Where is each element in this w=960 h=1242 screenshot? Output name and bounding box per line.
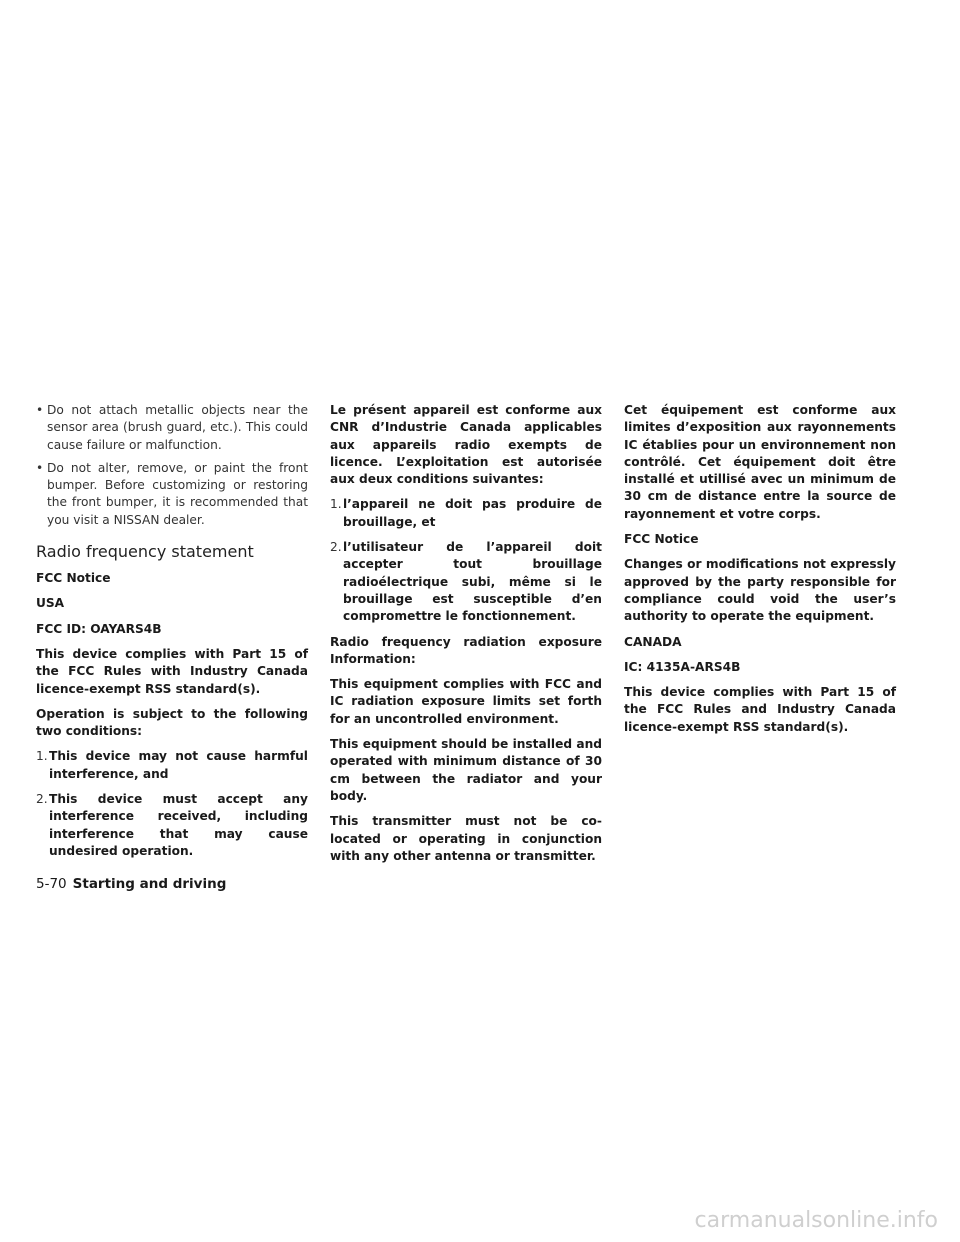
section-title: Starting and driving [72,876,227,892]
ic-id: IC: 4135A-ARS4B [624,659,741,674]
fcc-id: FCC ID: OAYARS4B [36,621,162,636]
compliance-statement: This device complies with Part 15 of the FCC Rules with Industry Canada licence-exempt RSS standard(s). [36,646,308,696]
warning-bullet-list [36,402,308,529]
usa-label: USA [36,596,65,611]
compliance-statement: This device complies with Part 15 of the FCC Rules and Industry Canada licence-exempt RSS standard(s). [624,685,896,734]
condition-item: 2. This device must accept any interference received, including interference that may cause undesired operation. [36,792,308,858]
radiation-statement: This transmitter must not be co-located or operating in conjunction with any other antenna or transmitter. [330,814,602,863]
bullet-item: • Do not alter, remove, or paint the front bumper. Before customizing or restoring the front bumper, it is recommended that you visit a NISSAN dealer. [36,460,308,527]
condition-item: 1. This device may not cause harmful interference, and [36,749,308,781]
radiation-statement: This equipment should be installed and operated with minimum distance of 30 cm between the radiator and your body. [330,737,602,803]
column-2 [330,402,602,873]
condition-item: 1. l’appareil ne doit pas produire de brouillage, et [330,497,602,529]
radiation-statement: This equipment complies with FCC and IC radiation exposure limits set forth for an uncontrolled environment. [330,677,602,726]
french-intro: Le présent appareil est conforme aux CNR d’Industrie Canada applicables aux appareils radio exempts de licence. L’exploitation est autorisée aux deux conditions suivantes: [330,403,602,487]
watermark: carmanualsonline.info [694,1208,938,1233]
column-3 [624,402,896,744]
canada-label: CANADA [624,634,682,649]
page-footer [36,876,226,892]
section-heading: Radio frequency statement [36,542,254,562]
fcc-notice-label: FCC Notice [36,571,111,586]
changes-warning: Changes or modifications not expressly approved by the party responsible for compliance could void the user’s authority to operate the equipment. [624,557,896,624]
column-1 [36,402,308,868]
operation-conditions-intro: Operation is subject to the following two conditions: [36,706,308,739]
french-exposure-statement: Cet équipement est conforme aux limites d’exposition aux rayonnements IC établies pour un environnement non contrôlé. Cet équipement doit être installé et utillisé avec un minimum de 30 cm de distance entre la source de rayonnement et votre corps. [624,403,896,521]
bullet-item: • Do not attach metallic objects near the sensor area (brush guard, etc.). This could cause failure or malfunction. [36,403,308,452]
radiation-heading: Radio frequency radiation exposure Information: [330,634,602,666]
page-number: 5-70 [36,876,67,892]
fcc-notice-label: FCC Notice [624,532,699,547]
condition-item: 2. l’utilisateur de l’appareil doit accepter tout brouillage radioélectrique subi, même si le brouillage est susceptible d’en compromettre le fonctionnement. [330,540,602,624]
